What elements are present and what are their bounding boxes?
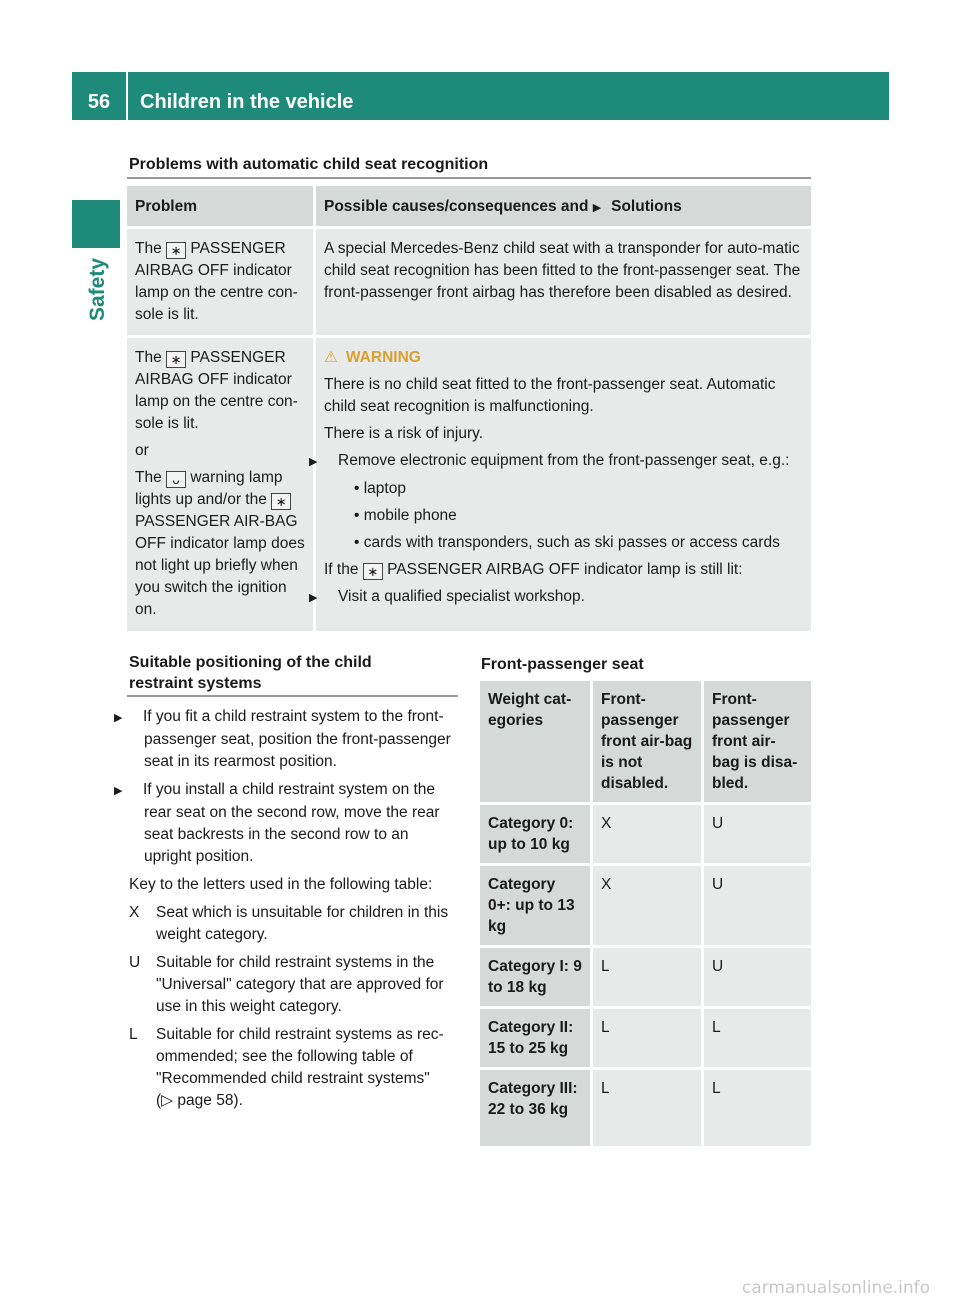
header-disabled: Front-passenger front air-bag is disa-bled.: [704, 681, 811, 802]
problem-pre: The: [135, 469, 162, 486]
problem-pre: The: [135, 240, 162, 257]
header-problem: Problem: [127, 186, 316, 226]
key-text: Suitable for child restraint systems as rec-ommended; see the following table of "Recommended child restraint systems": [156, 1026, 444, 1087]
category-cell: Category III: 22 to 36 kg: [480, 1067, 593, 1146]
solution-cell: [316, 226, 811, 335]
key-item: L Suitable for child restraint systems as rec-ommended; see the following table of "Recommended child restraint systems" (▷ page 58).: [129, 1024, 460, 1112]
passenger-airbag-off-icon: ∗: [166, 351, 186, 368]
warning-heading: [324, 347, 803, 369]
key-text: Seat which is unsuitable for children in this weight category.: [156, 904, 449, 943]
table-row: [480, 802, 811, 863]
key-text: Suitable for child restraint systems in the "Universal" category that are approved for use in this weight category.: [156, 954, 444, 1015]
instruction-item: [114, 706, 460, 773]
header-solutions: [316, 186, 811, 226]
category-cell: Category 0+: up to 13 kg: [480, 863, 593, 945]
problem-pre: The: [135, 349, 162, 366]
table-row: [127, 226, 811, 335]
warning-text: There is no child seat fitted to the front-passenger seat. Automatic child seat recognition is malfunctioning.: [324, 376, 776, 415]
passenger-airbag-off-icon: ∗: [271, 493, 291, 510]
list-item-text: mobile phone: [363, 507, 457, 524]
title-rule: [127, 177, 811, 179]
not-disabled-cell: L: [593, 945, 704, 1006]
if-pre: If the: [324, 561, 359, 578]
section-title-positioning: [129, 652, 372, 694]
watermark: carmanualsonline.info: [741, 1278, 930, 1298]
key-letter: L: [129, 1026, 138, 1043]
problem-post: PASSENGER AIRBAG OFF indicator lamp on the centre con-sole is lit.: [135, 349, 298, 432]
passenger-airbag-off-icon: ∗: [363, 563, 383, 580]
table-row: [127, 335, 811, 631]
problem-post: PASSENGER AIR-BAG OFF indicator lamp does not light up briefly when you switch the ignition on.: [135, 513, 305, 618]
list-item: • laptop: [354, 480, 406, 497]
section-rule: [127, 695, 458, 697]
list-item-text: cards with transponders, such as ski passes or access cards: [363, 534, 780, 551]
problem-mid: warning lamp lights up and/or the: [135, 469, 283, 508]
disabled-cell: U: [704, 863, 811, 945]
action-item: [309, 586, 803, 609]
page-ref-icon: ▷: [161, 1092, 174, 1109]
action-arrow-icon: ▶: [114, 712, 123, 724]
problems-table: [127, 186, 811, 631]
list-item: • mobile phone: [354, 507, 457, 524]
key-letter: U: [129, 954, 141, 971]
action-item: [309, 450, 803, 473]
disabled-cell: U: [704, 945, 811, 1006]
key-intro: Key to the letters used in the following table:: [129, 876, 433, 893]
action-text: Visit a qualified specialist workshop.: [338, 588, 585, 605]
side-label: Safety: [86, 258, 109, 322]
problem-cell: [127, 335, 316, 631]
table-row: [480, 1006, 811, 1067]
section-title-line: Suitable positioning of the child: [129, 654, 372, 671]
not-disabled-cell: L: [593, 1067, 704, 1146]
not-disabled-cell: L: [593, 1006, 704, 1067]
category-cell: Category I: 9 to 18 kg: [480, 945, 593, 1006]
category-cell: Category 0: up to 10 kg: [480, 802, 593, 863]
category-cell: Category II: 15 to 25 kg: [480, 1006, 593, 1067]
instruction-text: If you install a child restraint system on the rear seat on the second row, move the rear seat backrests in the second row to an upright position.: [143, 781, 440, 865]
list-item: • cards with transponders, such as ski passes or access cards: [354, 534, 780, 551]
if-post: PASSENGER AIRBAG OFF indicator lamp is still lit:: [387, 561, 743, 578]
positioning-text: [114, 706, 460, 1118]
section-title-front-passenger: Front-passenger seat: [481, 656, 644, 673]
table-row: [480, 863, 811, 945]
problem-cell: [127, 226, 316, 335]
header-solutions-prefix: Possible causes/consequences and: [324, 198, 589, 215]
action-arrow-icon: ▶: [114, 785, 123, 797]
section-title-line: restraint systems: [129, 675, 262, 692]
not-disabled-cell: X: [593, 863, 704, 945]
table-row: [480, 945, 811, 1006]
problem-post: PASSENGER AIRBAG OFF indicator lamp on the centre con-sole is lit.: [135, 240, 298, 323]
chapter-title: Children in the vehicle: [140, 91, 354, 113]
not-disabled-cell: X: [593, 802, 704, 863]
action-arrow-icon: ▶: [309, 456, 318, 468]
action-arrow-icon: ▶: [309, 592, 318, 604]
instruction-text: If you fit a child restraint system to the front-passenger seat, position the front-passenger seat in its rearmost position.: [143, 708, 451, 770]
problems-table-header: [127, 186, 811, 226]
seatbelt-warning-icon: ᴗ: [166, 471, 186, 488]
action-text: Remove electronic equipment from the front-passenger seat, e.g.:: [338, 452, 790, 469]
side-tab: [72, 200, 120, 248]
or-text: or: [135, 442, 149, 459]
disabled-cell: L: [704, 1006, 811, 1067]
front-passenger-table-header: [480, 681, 811, 802]
warning-label: WARNING: [345, 349, 421, 366]
key-letter: X: [129, 904, 140, 921]
header-divider: [126, 72, 128, 120]
disabled-cell: L: [704, 1067, 811, 1146]
warning-triangle-icon: ⚠: [324, 349, 338, 366]
risk-text: There is a risk of injury.: [324, 425, 484, 442]
solution-text: A special Mercedes-Benz child seat with a transponder for auto-matic child seat recognition has been fitted to the front-passenger seat. The front-passenger front airbag has therefore been disabled as desired.: [324, 240, 801, 301]
disabled-cell: U: [704, 802, 811, 863]
action-arrow-icon: ▶: [592, 202, 602, 214]
section-title-problems: Problems with automatic child seat recognition: [129, 156, 489, 173]
list-item-text: laptop: [363, 480, 406, 497]
solution-cell: [309, 335, 811, 631]
key-item: [129, 952, 460, 1018]
table-row: [480, 1067, 811, 1146]
header-weight: Weight cat-egories: [480, 681, 593, 802]
header-not-disabled: Front-passenger front air-bag is not disabled.: [593, 681, 704, 802]
instruction-item: [114, 779, 460, 868]
header-solutions-suffix: Solutions: [611, 198, 682, 215]
page-number: 56: [87, 91, 111, 113]
front-passenger-table: [480, 681, 811, 1146]
passenger-airbag-off-icon: ∗: [166, 242, 186, 259]
key-item: [129, 902, 460, 946]
page-reference[interactable]: page 58).: [177, 1092, 243, 1109]
